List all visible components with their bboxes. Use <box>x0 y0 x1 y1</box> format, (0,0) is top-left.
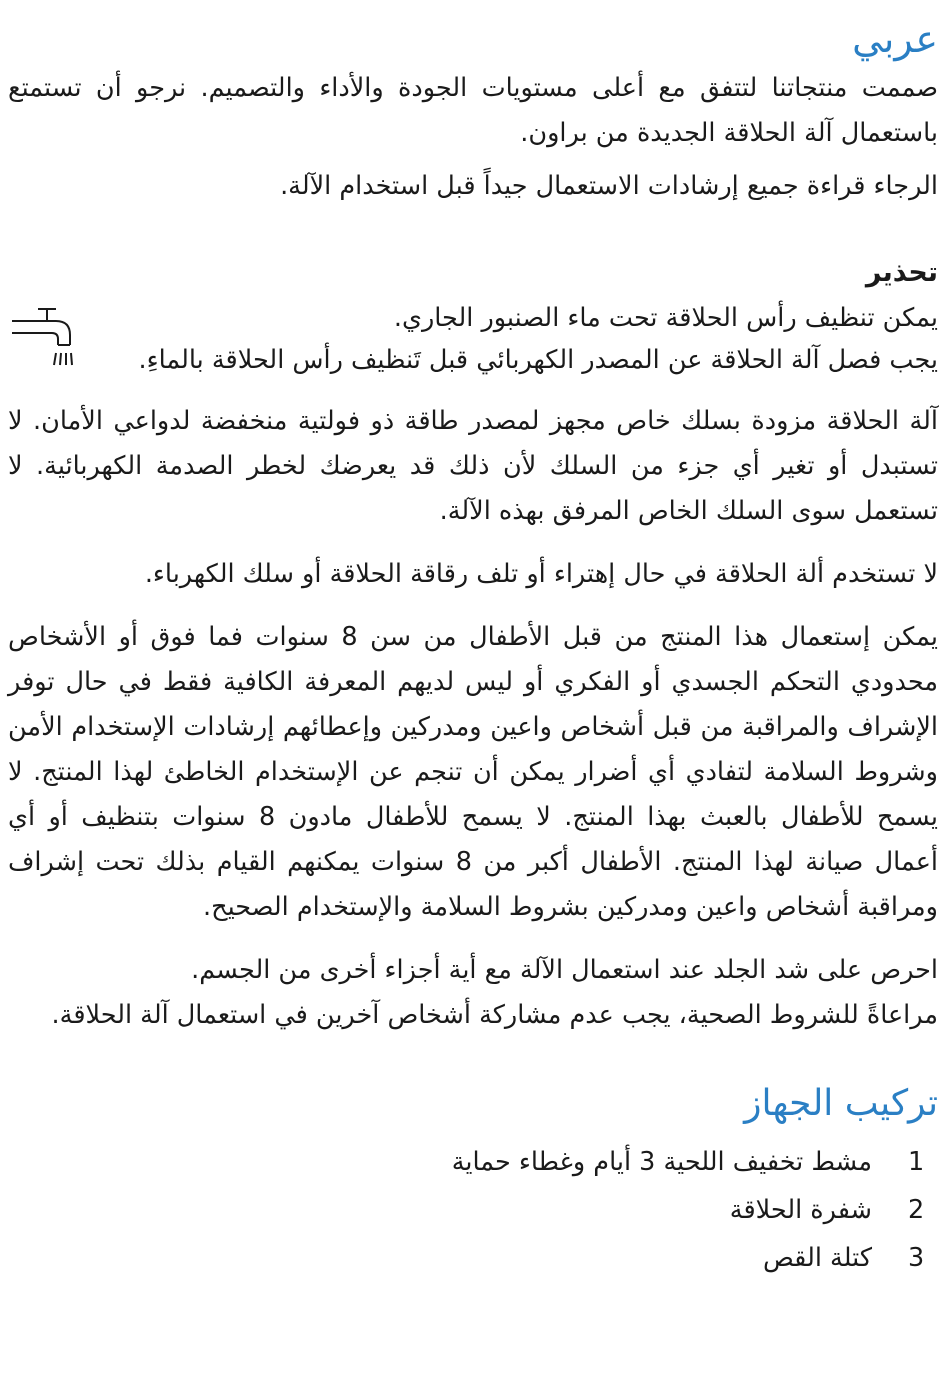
part-label: مشط تخفيف اللحية 3 أيام وغطاء حماية <box>451 1147 872 1177</box>
list-item <box>8 1234 938 1282</box>
read-instructions-paragraph: الرجاء قراءة جميع إرشادات الاستعمال جيداً قبل استخدام الآلة. <box>280 171 938 201</box>
part-number: 2 <box>908 1195 925 1225</box>
part-label: شفرة الحلاقة <box>729 1195 872 1225</box>
part-number: 1 <box>908 1147 925 1177</box>
intro-paragraph: صممت منتجاتنا لتتفق مع أعلى مستويات الجودة والأداء والتصميم. نرجو أن تستمتع باستعمال آلة الحلاقة الجديدة من براون. <box>8 73 938 148</box>
skin-stretch-line: احرص على شد الجلد عند استعمال الآلة مع أية أجزاء أخرى من الجسم. <box>191 955 938 985</box>
list-item <box>8 1138 938 1186</box>
language-title: عربي <box>852 17 938 61</box>
list-item <box>8 1186 938 1234</box>
tap-clean-line: يمكن تنظيف رأس الحلاقة تحت ماء الصنبور الجاري. <box>393 303 938 333</box>
part-label: كتلة القص <box>762 1243 872 1273</box>
warning-heading: تحذير <box>865 257 938 288</box>
damaged-foil-paragraph: لا تستخدم ألة الحلاقة في حال إهتراء أو تلف رقاقة الحلاقة أو سلك الكهرباء. <box>144 559 938 589</box>
unplug-before-clean-line: يجب فصل آلة الحلاقة عن المصدر الكهربائي قبل تَنظيف رأس الحلاقة بالماءِ. <box>138 345 938 375</box>
assembly-section-title: تركيب الجهاز <box>744 1083 938 1124</box>
hygiene-line: مراعاةً للشروط الصحية، يجب عدم مشاركة أشخاص آخرين في استعمال آلة الحلاقة. <box>51 1000 938 1030</box>
tap-water-icon <box>8 301 80 381</box>
tap-water-text <box>80 297 938 381</box>
part-number: 3 <box>908 1243 925 1273</box>
tap-water-notice <box>8 297 938 381</box>
parts-list <box>8 1138 938 1282</box>
cord-safety-paragraph: آلة الحلاقة مزودة بسلك خاص مجهز لمصدر طاقة ذو فولتية منخفضة لدواعي الأمان. لا تستبدل أو تغير أي جزء من السلك لأن ذلك قد يعرضك لخطر الصدمة الكهربائية. لا تستعمل سوى السلك الخاص المرفق بهذه الآلة. <box>8 406 938 526</box>
children-use-paragraph: يمكن إستعمال هذا المنتج من قبل الأطفال من سن 8 سنوات فما فوق أو الأشخاص محدودي التحكم الجسدي أو الفكري أو ليس لديهم المعرفة الكافية فقط في حال توفر الإشراف والمراقبة من قبل أشخاص واعين ومدركين وإعطائهم إرشادات الإستخدام الأمن وشروط السلامة لتفادي أي أضرار يمكن أن تنجم عن الإستخدام الخاطئ لهذا المنتج. لا يسمح للأطفال بالعبث بهذا المنتج. لا يسمح للأطفال مادون 8 سنوات بتنظيف أو أي أعمال صيانة لهذا المنتج. الأطفال أكبر من 8 سنوات يمكنهم القيام بذلك تحت إشراف ومراقبة أشخاص واعين ومدركين بشروط السلامة والإستخدام الصحيح. <box>8 622 939 922</box>
